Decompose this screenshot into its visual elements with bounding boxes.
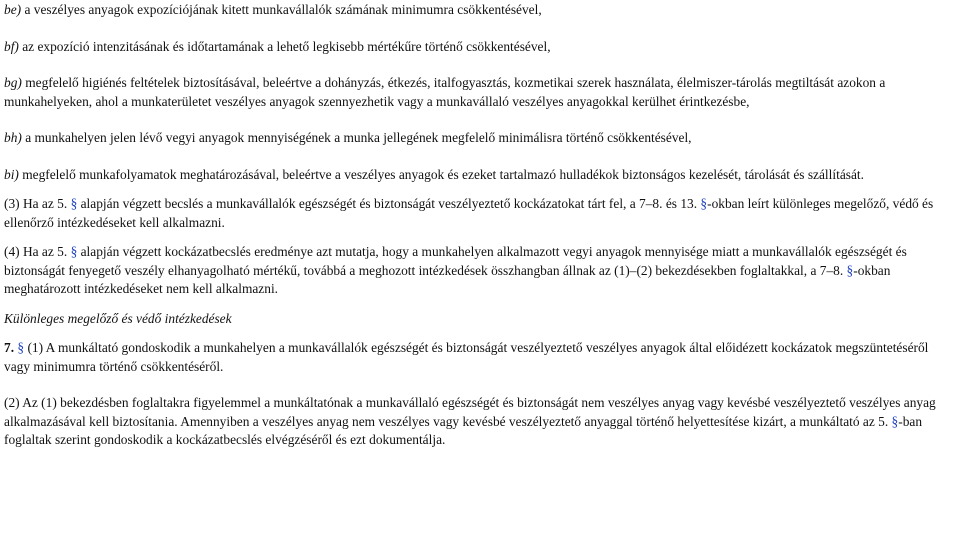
item-text: a veszélyes anyagok expozíciójának kitett munkavállalók számának minimumra csökkentésével, [21,2,542,17]
item-label: be) [4,2,22,17]
section-link[interactable]: § [891,413,899,429]
item-bg [4,74,956,111]
item-text: az expozíció intenzitásának és időtartamának a lehető legkisebb mértékűre történő csökkentésével, [18,38,551,54]
section-title: Különleges megelőző és védő intézkedések [4,310,232,326]
para-text: -ban foglaltak szerint gondoskodik a kockázatbecslés elvégzéséről és ezt dokumentálja. [4,413,923,447]
item-label: bi) [4,166,19,182]
item-bi [4,166,956,185]
para-text: (2) Az (1) bekezdésben foglaltakra figyelemmel a munkáltatónak a munkavállaló egészségét és biztonságát nem veszélyes anyag vagy kevésbé veszélyeztető veszélyes anyag alkalmazásával kell biztosítania. Amennyiben a veszélyes anyag nem veszélyes vagy kevésbé veszélyeztető anyaggal történő helyettesítése kizárt, a munkáltató az 5. [4,395,936,429]
item-label: bg) [4,75,22,90]
section-link[interactable]: § [846,262,854,278]
paragraph-7-2 [4,394,956,450]
item-bh [4,129,956,148]
paragraph-7-1 [4,339,956,376]
para-text: alapján végzett becslés a munkavállalók egészségét és biztonságát veszélyeztető kockázatokat tárt fel, a 7–8. és 13. [77,196,701,211]
item-text: megfelelő munkafolyamatok meghatározásával, beleértve a veszélyes anyagok és ezeket tartalmazó hulladékok biztonságos kezelését, tárolását és szállítását. [18,166,864,182]
item-bf [4,38,956,57]
para-text: (1) A munkáltató gondoskodik a munkahelyen a munkavállalók egészségét és biztonságát veszélyeztető veszélyes anyagok által előidézett kockázatok megszüntetéséről vagy minimumra történő csökkentéséről. [4,340,929,374]
document-page [4,0,956,450]
section-link[interactable]: § [70,244,78,259]
item-text: megfelelő higiénés feltételek biztosításával, beleértve a dohányzás, étkezés, italfogyasztás, kozmetikai szerek használata, élelmiszer-tárolás megtiltását azokon a munkahelyeken, ahol a munkaterületet veszélyes anyagok szennyezhetik vagy a munkavállaló veszélyes anyagokkal kerülhet érintkezésbe, [4,75,886,109]
para-text: alapján végzett kockázatbecslés eredménye azt mutatja, hogy a munkahelyen alkalmazott vegyi anyagok mennyisége miatt a munkavállalók egészségét és biztonságát fenyegető veszély elhanyagolható mértékű, továbbá a meghozott intézkedések összhangban állnak az (1)–(2) bekezdésekben foglaltakkal, a 7–8. [4,244,907,278]
section-link[interactable]: § [700,196,708,211]
item-label: bf) [4,38,19,54]
paragraph-4 [4,243,956,299]
para-text: -okban meghatározott intézkedéseket nem kell alkalmazni. [4,262,891,296]
item-text: a munkahelyen jelen lévő vegyi anyagok mennyiségének a munka jellegének megfelelő minimálisra történő csökkentésével, [21,130,692,145]
para-text: (4) Ha az 5. [4,244,71,259]
section-link[interactable]: § [17,340,25,355]
section-link[interactable]: § [70,196,78,211]
para-text: -okban leírt különleges megelőző, védő és ellenőrző intézkedéseket kell alkalmazni. [4,196,934,230]
item-be [4,1,956,20]
para-text: (3) Ha az 5. [4,196,71,211]
paragraph-3 [4,195,956,232]
article-number: 7. [4,340,15,355]
item-label: bh) [4,130,22,145]
